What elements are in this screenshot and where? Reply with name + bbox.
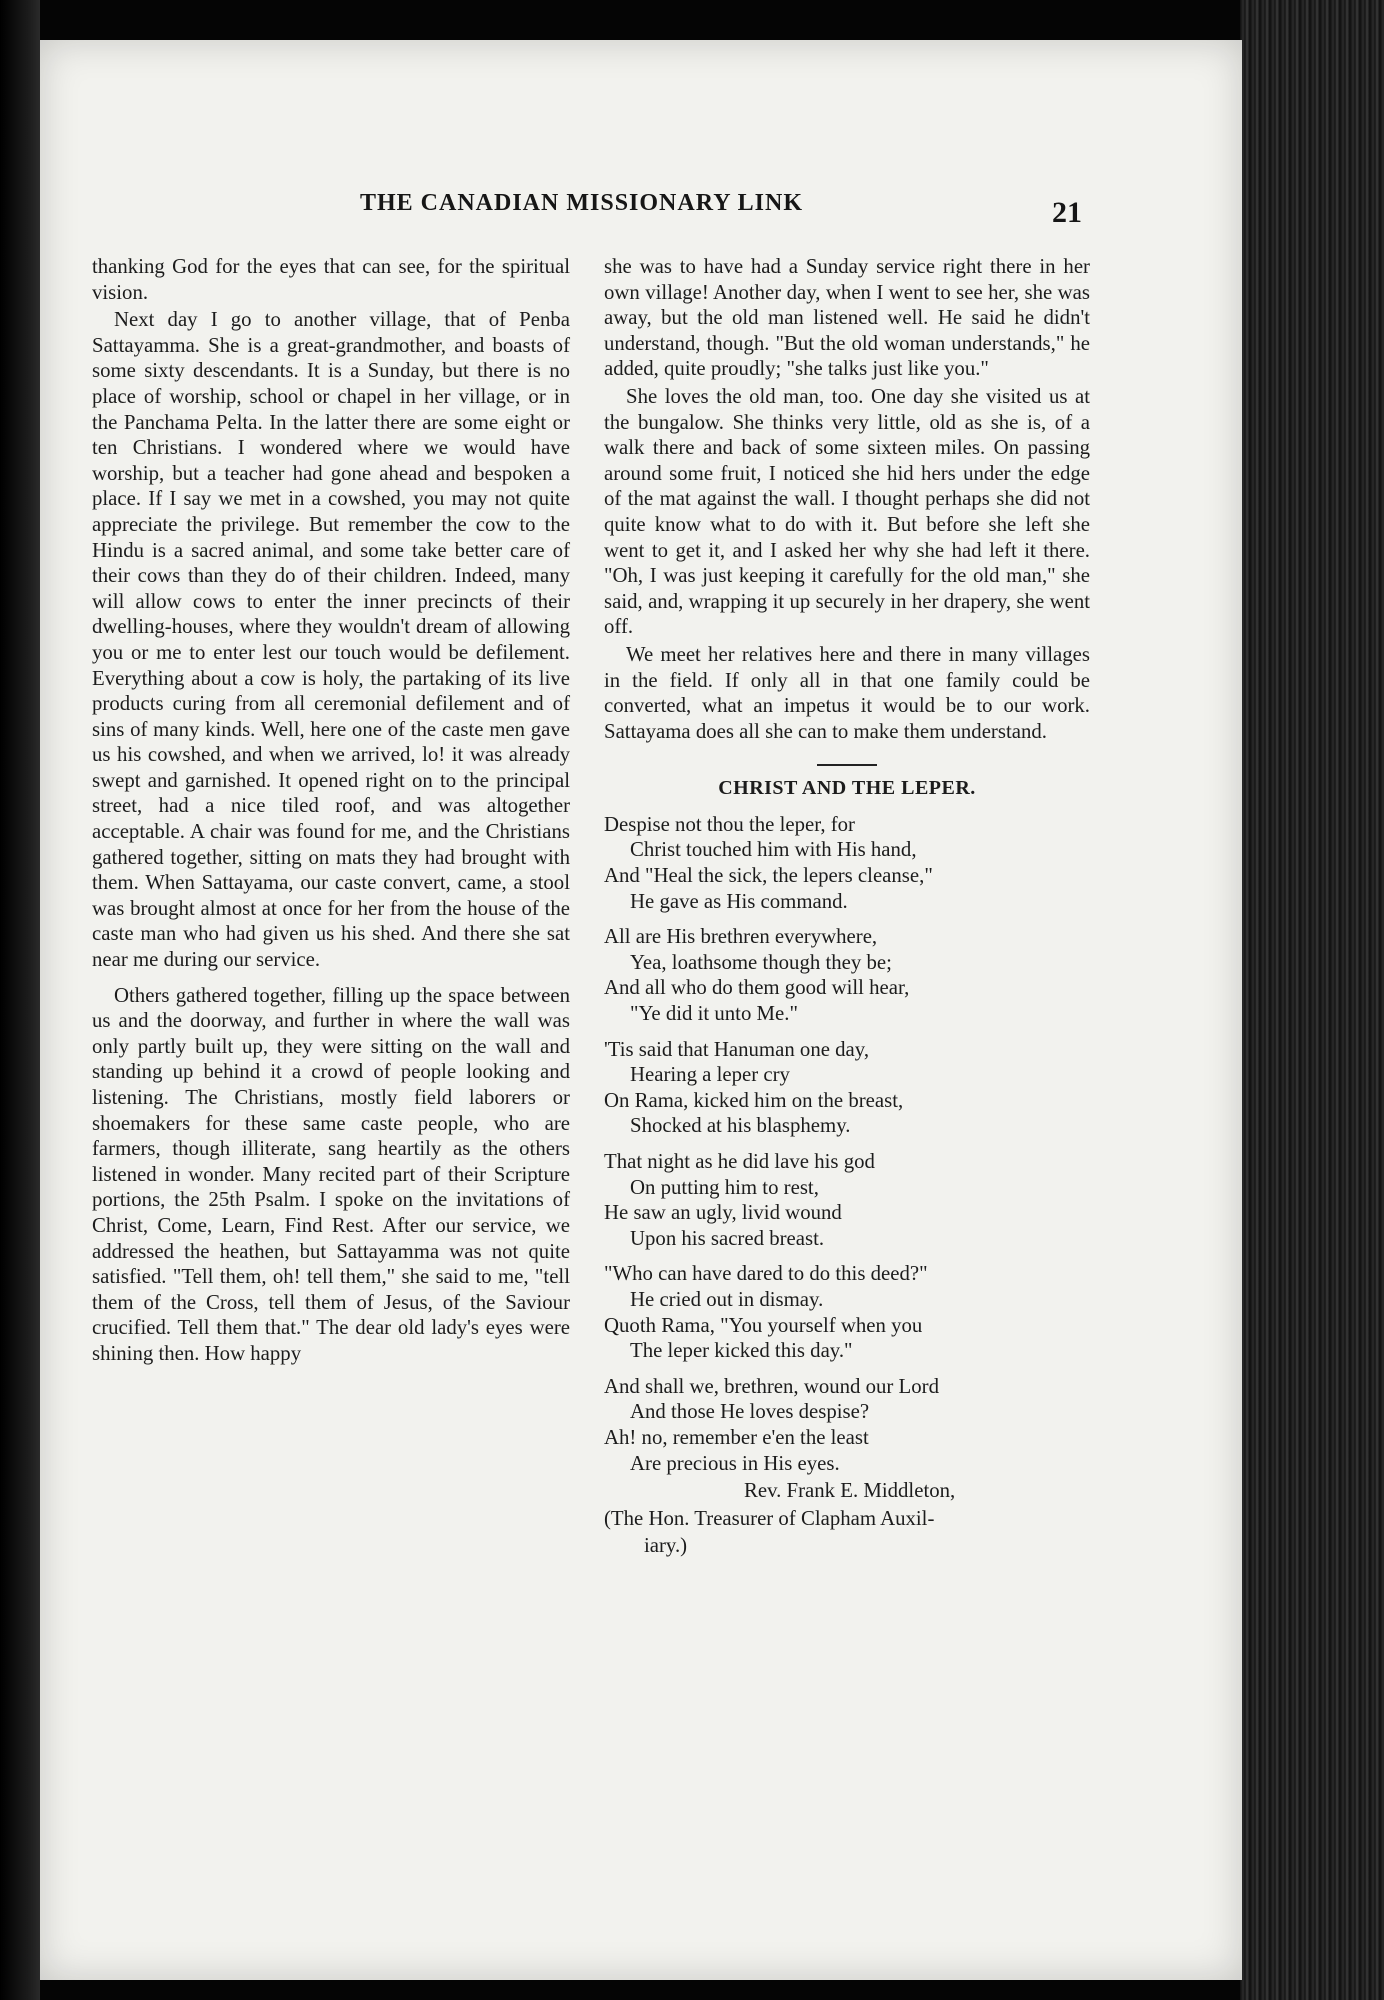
paragraph: she was to have had a Sunday service right there in her own village! Another day, when I went to see her, she was away, but the old man listened well. He said he didn't understand, though. "But the old woman understands," he added, quite proudly; "she talks just like you." [604, 255, 1090, 381]
poem-stanza [604, 1149, 1090, 1251]
paragraph: Others gathered together, filling up the space between us and the doorway, and further in where the wall was only partly built up, they were sitting on the wall and standing up behind it a crowd of people looking and listening. The Christians, mostly field laborers or shoemakers for these same caste people, who are farmers, though illiterate, sang heartily as the others listened in wonder. Many recited part of their Scripture portions, the 25th Psalm. I spoke on the invitations of Christ, Come, Learn, Find Rest. After our service, we addressed the heathen, but Sattayamma was not quite satisfied. "Tell them, oh! tell them," she said to me, "tell them of the Cross, tell them of Jesus, of the Saviour crucified. Tell them that." The dear old lady's eyes were shining then. How happy [92, 983, 570, 1365]
section-divider [817, 764, 877, 766]
poem-stanza [604, 1037, 1090, 1139]
poem-line: The leper kicked this day." [630, 1339, 853, 1363]
poem-title: CHRIST AND THE LEPER. [718, 777, 976, 800]
poem-line: All are His brethren everywhere, [604, 925, 878, 949]
scan-left-edge [0, 0, 40, 2000]
poem-line: On Rama, kicked him on the breast, [604, 1088, 904, 1112]
page-number: 21 [1052, 196, 1082, 229]
poem-line: Despise not thou the leper, for [604, 812, 855, 836]
poem-line: 'Tis said that Hanuman one day, [604, 1037, 870, 1061]
poem-line: He saw an ugly, livid wound [604, 1201, 842, 1225]
poem-line: Quoth Rama, "You yourself when you [604, 1313, 923, 1337]
paragraph: She loves the old man, too. One day she visited us at the bungalow. She thinks very little, old as she is, of a walk there and back of some sixteen miles. On passing around some fruit, I noticed she hid hers under the edge of the mat against the wall. I thought perhaps she did not quite know what to do with it. But before she left she went to get it, and I asked her why she had left it there. "Oh, I was just keeping it carefully for the old man," she said, and, wrapping it up securely in her drapery, she went off. [604, 384, 1090, 639]
poem-line: And shall we, brethren, wound our Lord [604, 1374, 939, 1398]
poem-affiliation: (The Hon. Treasurer of Clapham Auxil- [604, 1506, 935, 1530]
poem-line: And "Heal the sick, the lepers cleanse," [604, 864, 933, 888]
paragraph: We meet her relatives here and there in many villages in the field. If only all in that one family could be converted, what an impetus it would be to our work. Sattayama does all she can to make them understand. [604, 642, 1090, 743]
poem-affiliation-continued: iary.) [644, 1534, 688, 1558]
poem-line: Shocked at his blasphemy. [630, 1114, 851, 1138]
poem-line: Christ touched him with His hand, [630, 838, 917, 862]
poem-line: And all who do them good will hear, [604, 976, 910, 1000]
poem-line: He gave as His command. [630, 889, 848, 913]
poem-line: Are precious in His eyes. [630, 1451, 840, 1475]
left-column [92, 254, 570, 1367]
poem-line: On putting him to rest, [630, 1175, 819, 1199]
poem-line: "Ye did it unto Me." [630, 1002, 798, 1026]
poem-line: He cried out in dismay. [630, 1287, 824, 1311]
poem-line: Yea, loathsome though they be; [630, 950, 892, 974]
poem-author: Rev. Frank E. Middleton, [744, 1479, 956, 1503]
book-spine-edge [1240, 0, 1384, 2000]
poem-line: Hearing a leper cry [630, 1063, 790, 1087]
poem-line: Upon his sacred breast. [630, 1226, 825, 1250]
paragraph: Next day I go to another village, that of Penba Sattayamma. She is a great-grandmother, and boasts of some sixty descendants. It is a Sunday, but there is no place of worship, school or chapel in her village, or in the Panchama Pelta. In the latter there are some eight or ten Christians. I wondered where we would have worship, but a teacher had gone ahead and bespoken a place. If I say we met in a cowshed, you may not quite appreciate the privilege. But remember the cow to the Hindu is a sacred animal, and some take better care of their cows than they do of their children. Indeed, many will allow cows to enter the inner precincts of their dwelling-houses, where they wouldn't dream of allowing you or me to enter lest our touch would be defilement. Everything about a cow is holy, the partaking of its live products curing from all ceremonial defilement and of sins of many kinds. Well, here one of the caste men gave us his cowshed, and when we arrived, lo! it was already swept and garnished. It opened right on to the principal street, had a nice tiled roof, and was altogether acceptable. A chair was found for me, and the Christians gathered together, sitting on mats they had brought with them. When Sattayama, our caste convert, came, a stool was brought almost at once for her from the house of the caste man who had given us his shed. And there she sat near me during our service. [92, 308, 570, 972]
poem-stanza [604, 812, 1090, 914]
poem-line: That night as he did lave his god [604, 1150, 875, 1173]
right-column [604, 254, 1090, 1559]
poem-stanza [604, 1374, 1090, 1476]
running-header: THE CANADIAN MISSIONARY LINK [360, 190, 803, 216]
poem-line: Ah! no, remember e'en the least [604, 1425, 869, 1449]
poem-line: "Who can have dared to do this deed?" [604, 1262, 928, 1286]
poem-line: And those He loves despise? [630, 1400, 870, 1424]
poem-stanza [604, 1261, 1090, 1363]
paragraph: thanking God for the eyes that can see, for the spiritual vision. [92, 255, 570, 304]
poem-stanza [604, 924, 1090, 1026]
